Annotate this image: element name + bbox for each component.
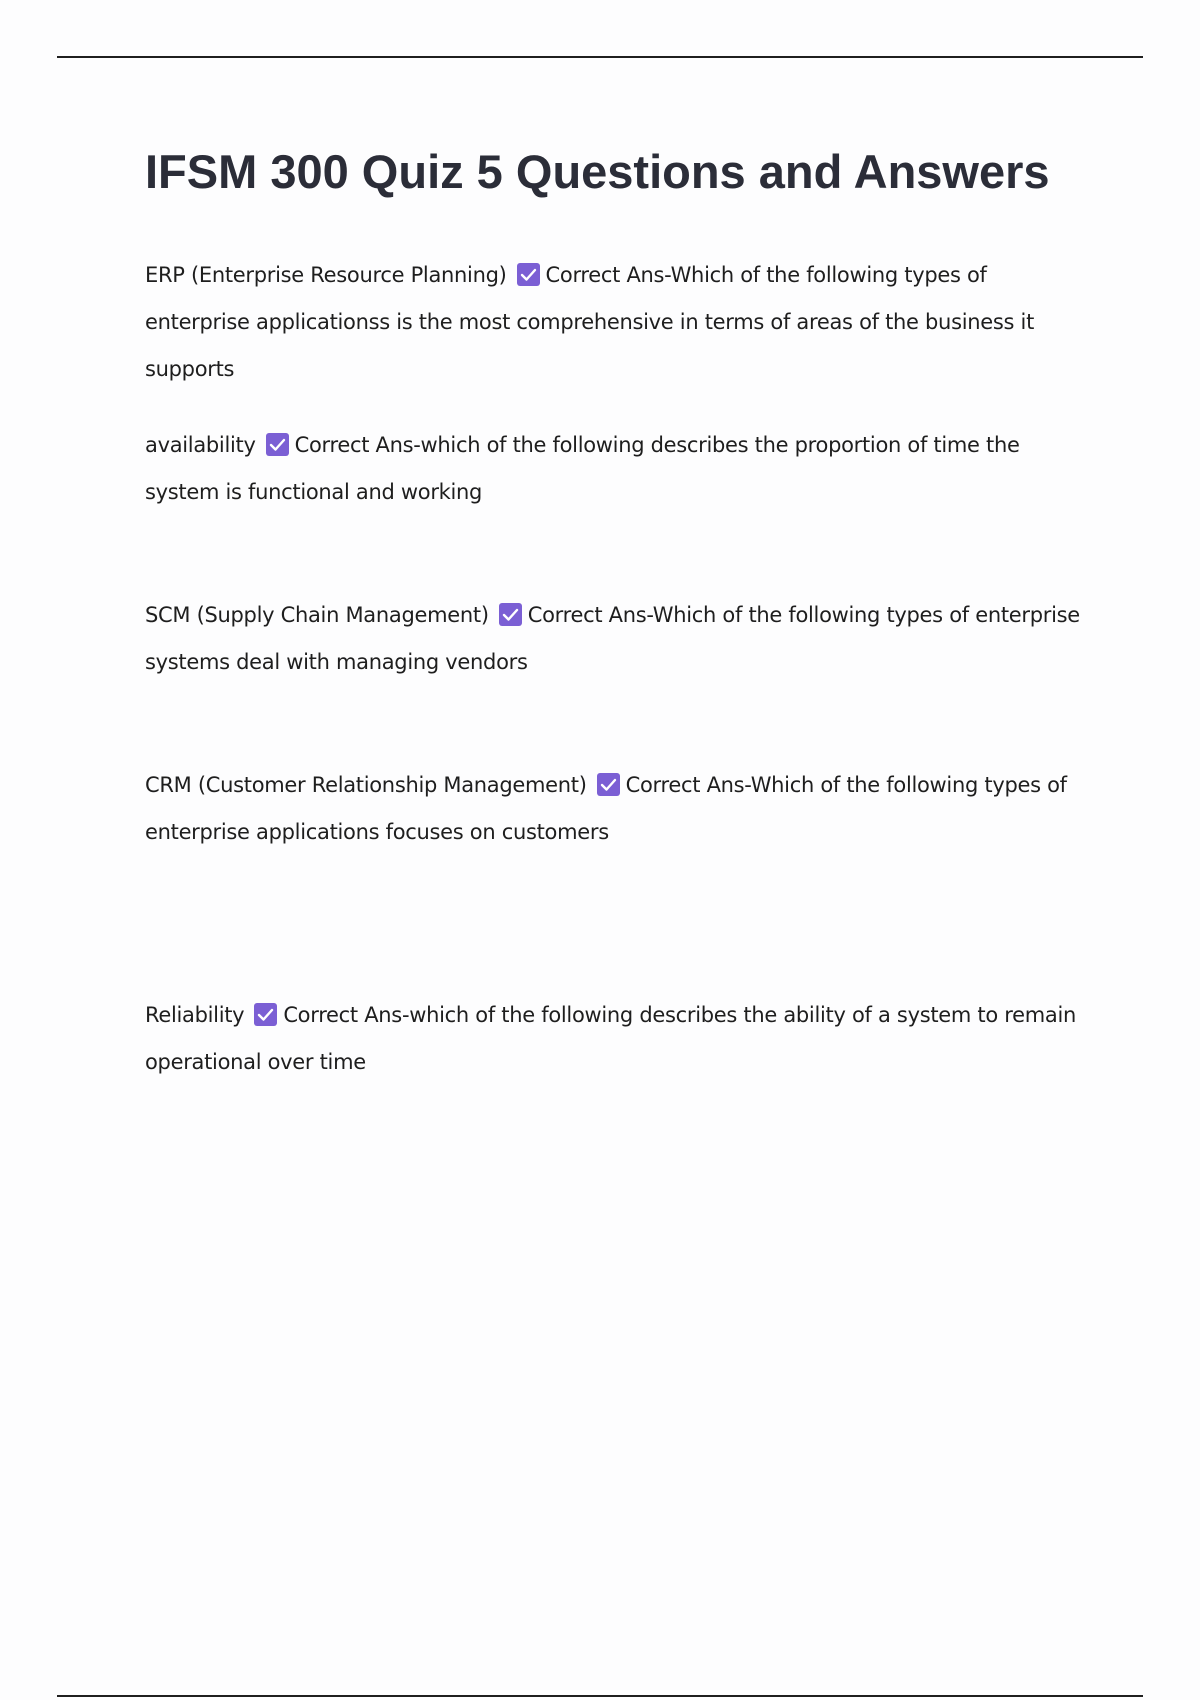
qa-term: availability <box>145 433 256 457</box>
qa-item-reliability <box>145 992 1095 1086</box>
qa-term: ERP (Enterprise Resource Planning) <box>145 263 507 287</box>
check-box-icon <box>499 603 522 626</box>
qa-item-erp <box>145 252 1095 393</box>
check-box-icon <box>266 433 289 456</box>
qa-term: SCM (Supply Chain Management) <box>145 603 489 627</box>
check-box-icon <box>254 1003 277 1026</box>
qa-answer: Correct Ans-Which of the following types of enterprise applications focuses on customers <box>145 773 1067 844</box>
qa-answer: Correct Ans-Which of the following types of enterprise applicationss is the most comprehensive in terms of areas of the business it supports <box>145 263 1035 381</box>
qa-item-availability <box>145 422 1095 516</box>
page-title: IFSM 300 Quiz 5 Questions and Answers <box>145 145 1050 198</box>
qa-item-crm <box>145 762 1095 856</box>
check-box-icon <box>597 773 620 796</box>
qa-item-scm <box>145 592 1095 686</box>
qa-answer: Correct Ans-Which of the following types of enterprise systems deal with managing vendors <box>145 603 1080 674</box>
qa-term: CRM (Customer Relationship Management) <box>145 773 587 797</box>
bottom-rule <box>57 1695 1143 1697</box>
qa-answer: Correct Ans-which of the following describes the ability of a system to remain operational over time <box>145 1003 1077 1074</box>
qa-answer: Correct Ans-which of the following describes the proportion of time the system is functional and working <box>145 433 1020 504</box>
top-rule <box>57 56 1143 58</box>
check-box-icon <box>517 263 540 286</box>
qa-term: Reliability <box>145 1003 245 1027</box>
